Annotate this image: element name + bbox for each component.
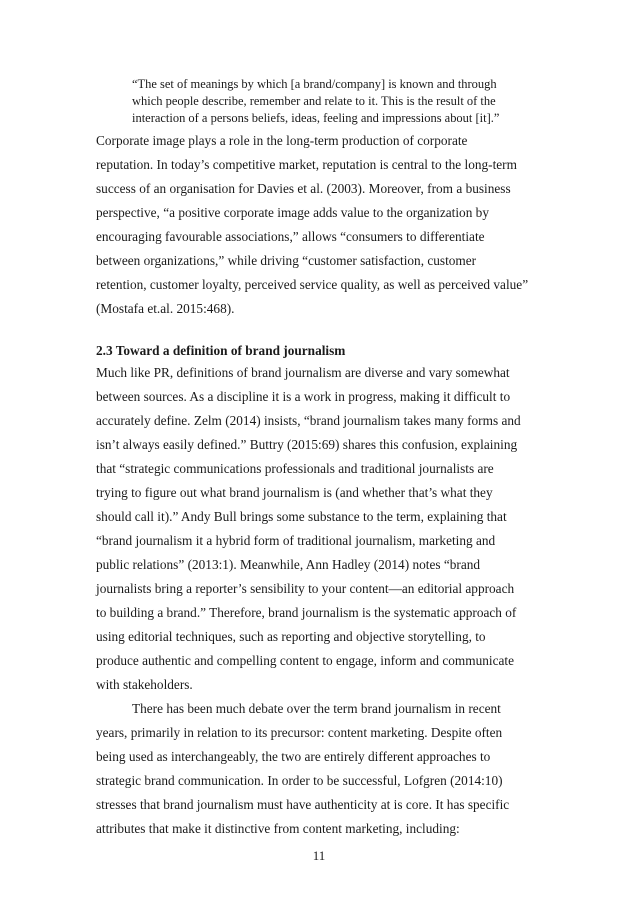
paragraph-line: strategic brand communication. In order to be successful, Lofgren (2014:10): [96, 773, 503, 788]
paragraph-line: retention, customer loyalty, perceived service quality, as well as perceived value”: [96, 277, 529, 292]
paragraph-line: There has been much debate over the term brand journalism in recent: [132, 701, 501, 716]
paragraph-line: between sources. As a discipline it is a work in progress, making it difficult to: [96, 389, 511, 404]
paragraph-line: produce authentic and compelling content to engage, inform and communicate: [96, 653, 514, 668]
paragraph-line: reputation. In today’s competitive market, reputation is central to the long-term: [96, 157, 517, 172]
paragraph-line: (Mostafa et.al. 2015:468).: [96, 301, 235, 316]
paragraph-line: accurately define. Zelm (2014) insists, “brand journalism takes many forms and: [96, 413, 521, 428]
paragraph-line: public relations” (2013:1). Meanwhile, Ann Hadley (2014) notes “brand: [96, 557, 481, 572]
quote-line: “The set of meanings by which [a brand/company] is known and through: [132, 77, 497, 91]
section-heading: 2.3 Toward a definition of brand journalism: [96, 343, 346, 358]
paragraph-line: should call it).” Andy Bull brings some substance to the term, explaining that: [96, 509, 507, 524]
block-quote: [132, 76, 552, 127]
paragraph-line: to building a brand.” Therefore, brand journalism is the systematic approach of: [96, 605, 517, 620]
paragraph-line: with stakeholders.: [96, 677, 193, 692]
paragraph-line: journalists bring a reporter’s sensibility to your content—an editorial approach: [96, 581, 515, 596]
paragraph-line: attributes that make it distinctive from content marketing, including:: [96, 821, 460, 836]
paragraph-line: success of an organisation for Davies et al. (2003). Moreover, from a business: [96, 181, 511, 196]
paragraph-line: “brand journalism it a hybrid form of traditional journalism, marketing and: [96, 533, 496, 548]
paragraph-line: between organizations,” while driving “customer satisfaction, customer: [96, 253, 477, 268]
paragraph-line: Corporate image plays a role in the long-term production of corporate: [96, 133, 468, 148]
quote-line: interaction of a persons beliefs, ideas, feeling and impressions about [it].”: [132, 111, 500, 125]
quote-line: which people describe, remember and relate to it. This is the result of the: [132, 94, 496, 108]
paragraph-line: stresses that brand journalism must have authenticity at is core. It has specific: [96, 797, 510, 812]
paragraph-line: isn’t always easily defined.” Buttry (2015:69) shares this confusion, explaining: [96, 437, 518, 452]
paragraph-line: encouraging favourable associations,” allows “consumers to differentiate: [96, 229, 485, 244]
paragraph-line: trying to figure out what brand journalism is (and whether that’s what they: [96, 485, 493, 500]
page-number: 11: [312, 848, 326, 863]
paragraph-line: years, primarily in relation to its precursor: content marketing. Despite often: [96, 725, 503, 740]
paragraph-line: being used as interchangeably, the two are entirely different approaches to: [96, 749, 491, 764]
paragraph-line: that “strategic communications professionals and traditional journalists are: [96, 461, 494, 476]
paragraph-line: using editorial techniques, such as reporting and objective storytelling, to: [96, 629, 486, 644]
paragraph-line: Much like PR, definitions of brand journalism are diverse and vary somewhat: [96, 365, 510, 380]
paragraph-line: perspective, “a positive corporate image adds value to the organization by: [96, 205, 489, 220]
